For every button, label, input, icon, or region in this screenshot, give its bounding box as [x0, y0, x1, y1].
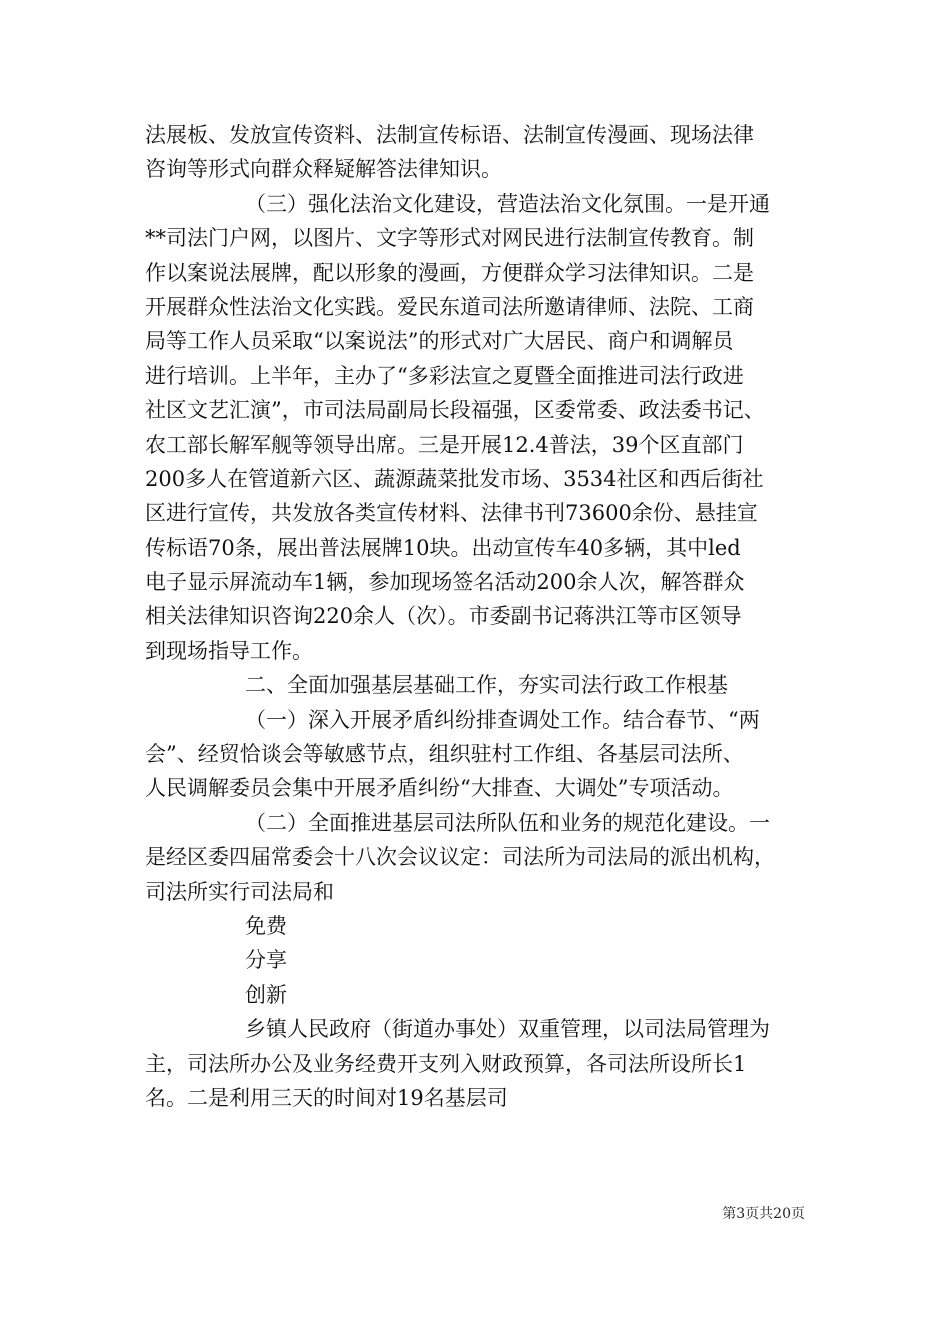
text-line: 司法所实行司法局和 [145, 879, 334, 904]
text-line: **司法门户网，以图片、文字等形式对网民进行法制宣传教育。制 [145, 226, 754, 251]
text-line: 咨询等形式向群众释疑解答法律知识。 [145, 157, 502, 182]
text-line: 传标语70条，展出普法展牌10块。出动宣传车40多辆，其中led [145, 535, 741, 560]
paragraph-start: （一）深入开展矛盾纠纷排查调处工作。结合春节、“两 [245, 707, 760, 732]
text-line: 会”、经贸恰谈会等敏感节点，组织驻村工作组、各基层司法所、 [145, 742, 744, 767]
text-line: 名。二是利用三天的时间对19名基层司 [145, 1085, 508, 1110]
text-line: 法展板、发放宣传资料、法制宣传标语、法制宣传漫画、现场法律 [145, 123, 754, 147]
text-line: 是经区委四届常委会十八次会议议定：司法所为司法局的派出机构， [145, 845, 775, 870]
text-line: 区进行宣传，共发放各类宣传材料、法律书刊73600余份、悬挂宣 [145, 501, 758, 526]
text-line: 社区文艺汇演”，市司法局副局长段福强，区委常委、政法委书记、 [145, 398, 765, 423]
text-line: 到现场指导工作。 [145, 638, 313, 663]
paragraph-start: （二）全面推进基层司法所队伍和业务的规范化建设。一 [245, 810, 770, 835]
text-line: 开展群众性法治文化实践。爱民东道司法所邀请律师、法院、工商 [145, 294, 754, 319]
text-line: 作以案说法展牌，配以形象的漫画，方便群众学习法律知识。二是 [145, 260, 754, 285]
page-number-footer: 第3页共20页 [722, 1206, 805, 1222]
text-line: 局等工作人员采取“以案说法”的形式对广大居民、商户和调解员 [145, 329, 734, 354]
document-body [145, 118, 810, 1115]
text-line: 相关法律知识咨询220余人（次）。市委副书记蒋洪江等市区领导 [145, 604, 742, 629]
watermark-free: 免费 [245, 913, 287, 938]
section-heading: 二、全面加强基层基础工作，夯实司法行政工作根基 [245, 673, 728, 698]
paragraph-start: （三）强化法治文化建设，营造法治文化氛围。一是开通 [245, 191, 770, 216]
text-line: 进行培训。上半年，主办了“多彩法宣之夏暨全面推进司法行政进 [145, 363, 744, 388]
watermark-innovate: 创新 [245, 982, 287, 1007]
watermark-share: 分享 [245, 948, 287, 973]
text-line: 电子显示屏流动车1辆，参加现场签名活动200余人次，解答群众 [145, 570, 745, 595]
text-line: 农工部长解军舰等领导出席。三是开展12.4普法，39个区直部门 [145, 432, 744, 457]
text-line: 200多人在管道新六区、蔬源蔬菜批发市场、3534社区和西后街社 [145, 466, 764, 491]
text-line: 主，司法所办公及业务经费开支列入财政预算，各司法所设所长1 [145, 1051, 747, 1076]
text-line: 人民调解委员会集中开展矛盾纠纷“大排查、大调处”专项活动。 [145, 776, 734, 801]
paragraph-start: 乡镇人民政府（街道办事处）双重管理，以司法局管理为 [245, 1017, 770, 1042]
